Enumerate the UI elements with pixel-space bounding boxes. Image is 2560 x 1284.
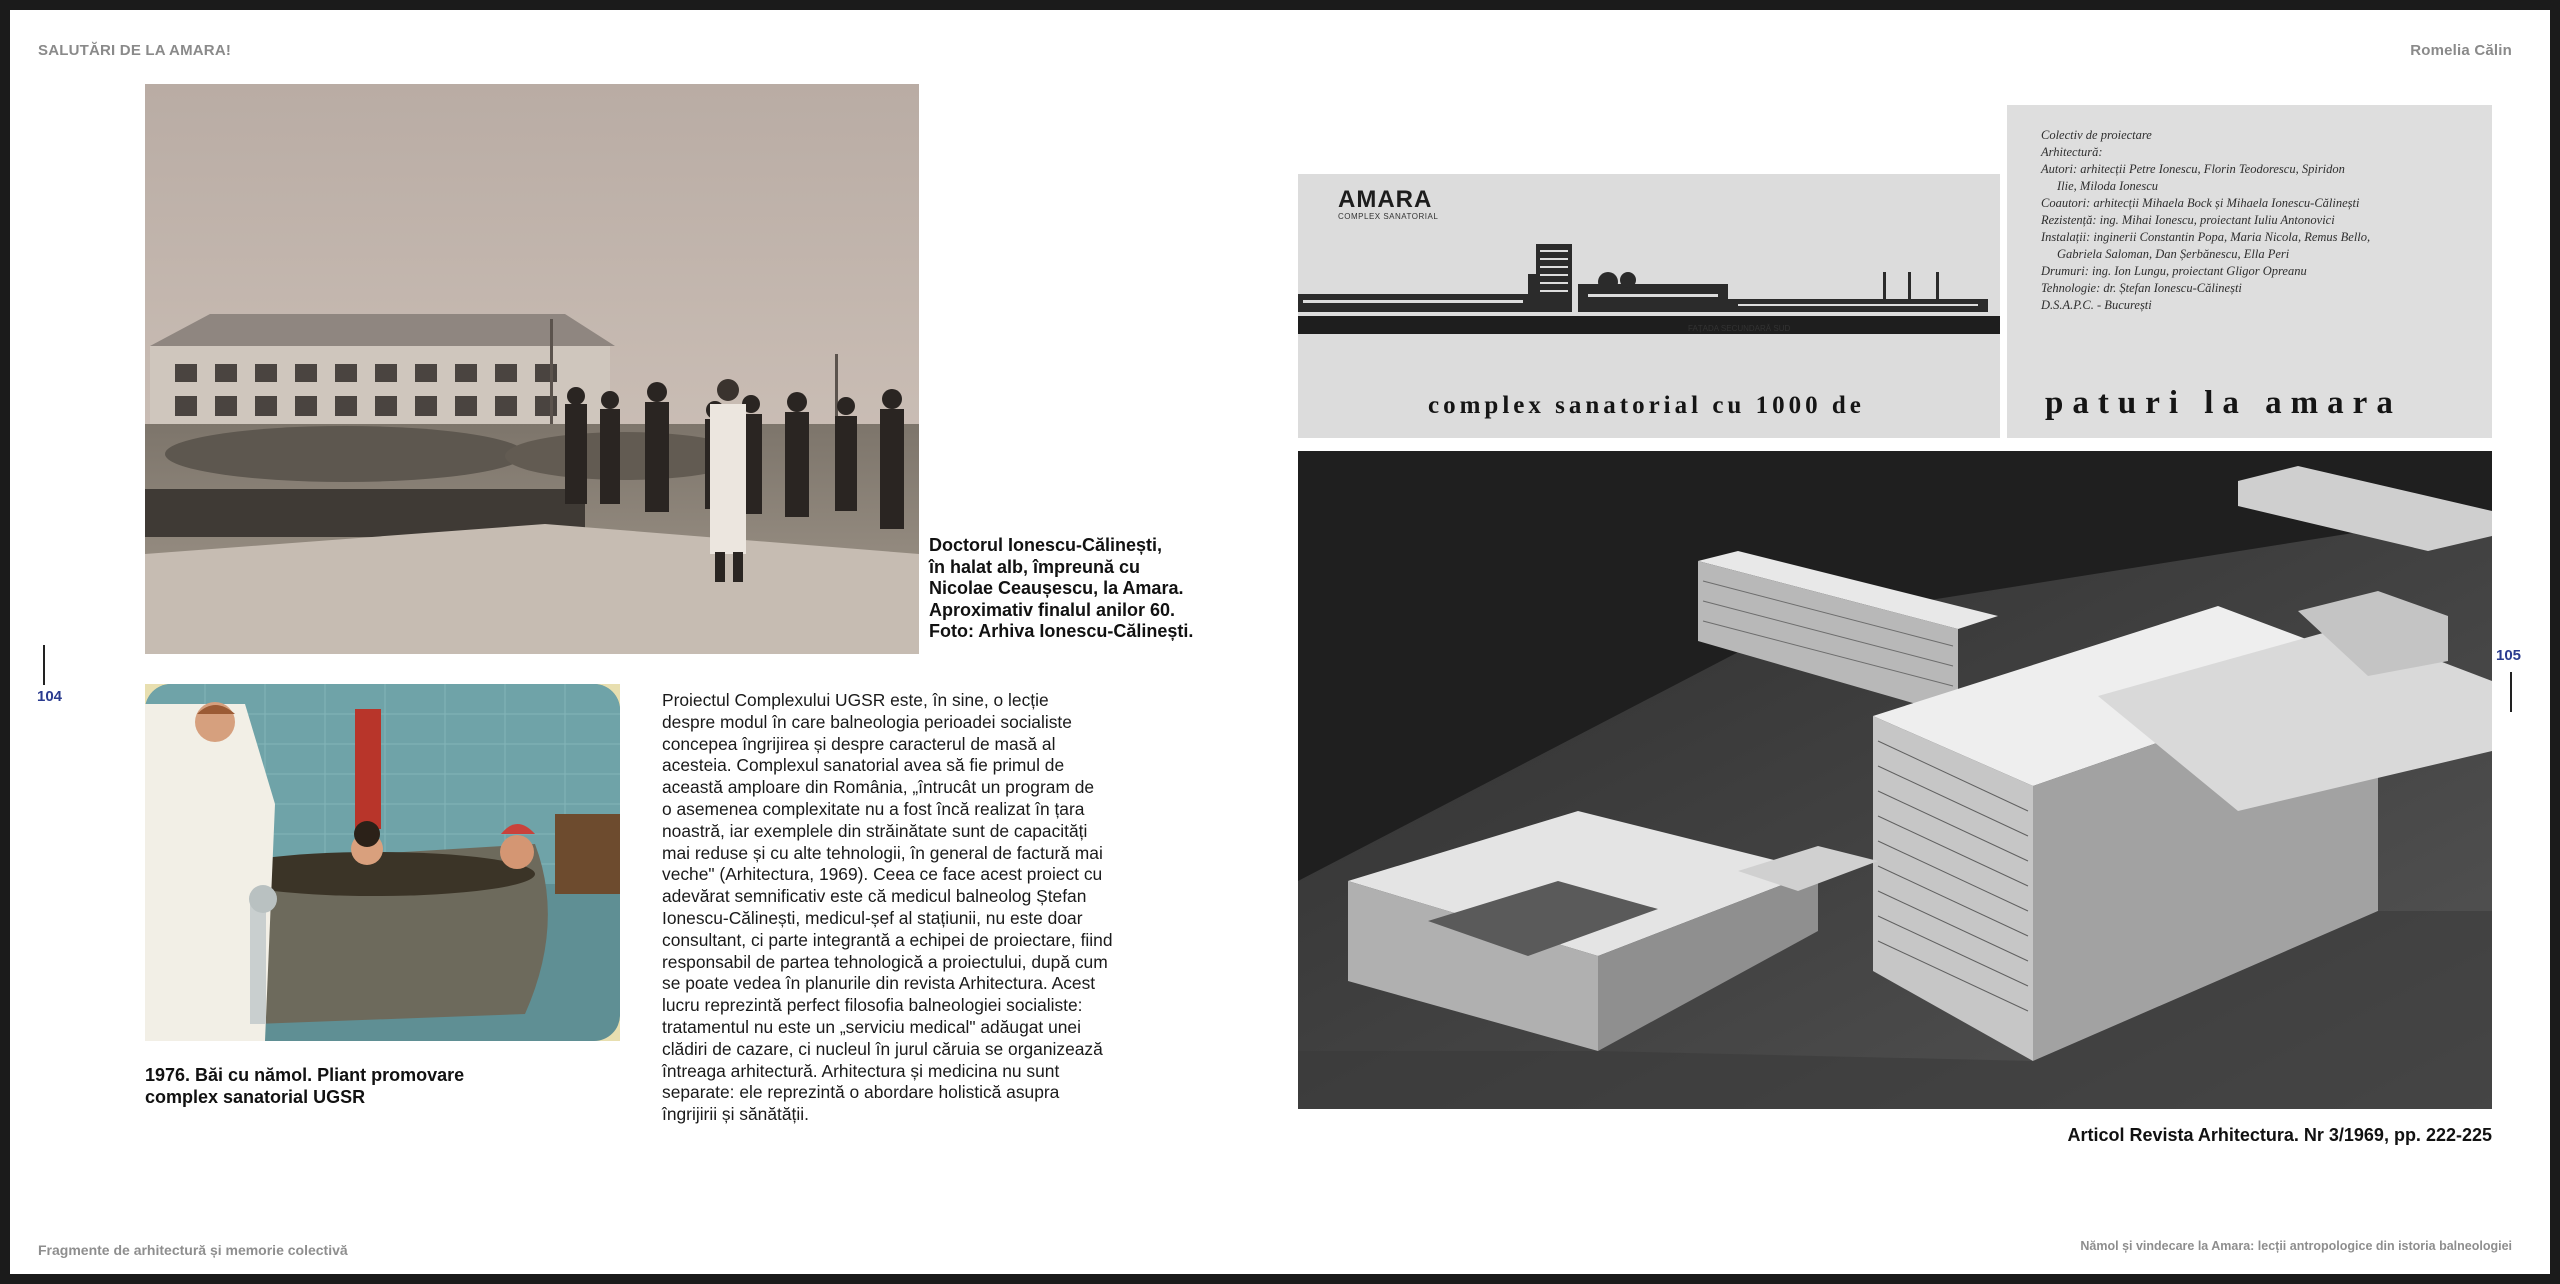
running-footer-left: Fragmente de arhitectură și memorie colectivă — [38, 1242, 348, 1258]
caption-photo-mud-bath — [145, 1065, 464, 1108]
body-text — [662, 690, 1113, 1126]
credit-line: Ilie, Miloda Ionescu — [2057, 179, 2159, 193]
body-line: lucru reprezintă perfect filosofia balneologiei socialiste: — [662, 995, 1083, 1016]
banner-logo-sub: COMPLEX SANATORIAL — [1338, 212, 1439, 221]
banner-title-left: complex sanatorial cu 1000 de — [1428, 392, 1865, 419]
page-marker-line-left — [43, 645, 45, 685]
body-line: această amploare din România, „întrucât un program de — [662, 777, 1095, 798]
credit-line: Rezistență: ing. Mihai Ionescu, proiectant Iuliu Antonovici — [2041, 213, 2335, 227]
body-line: adevărat semnificativ este că medicul balneolog Ștefan — [662, 886, 1087, 907]
body-line: acesteia. Complexul sanatorial avea să fie primul de — [662, 755, 1065, 776]
caption-line: 1976. Băi cu nămol. Pliant promovare — [145, 1065, 465, 1085]
caption-article: Articol Revista Arhitectura. Nr 3/1969, pp. 222-225 — [2067, 1125, 2492, 1145]
body-line: consultant, ci parte integrantă a echipei de proiectare, fiind — [662, 929, 1113, 950]
article-banner-left — [1298, 174, 2000, 438]
design-team-credits — [2041, 127, 2370, 314]
running-header-right: Romelia Călin — [2410, 42, 2512, 59]
facade-drawing — [1298, 234, 2000, 334]
body-line: despre modul în care balneologia perioadei socialiste — [662, 711, 1072, 732]
body-line: veche" (Arhitectura, 1969). Ceea ce face acest proiect cu — [662, 864, 1103, 885]
running-footer-right: Nămol și vindecare la Amara: lecții antropologice din istoria balneologiei — [2080, 1239, 2512, 1253]
caption-line: Foto: Arhiva Ionescu-Călinești. — [929, 621, 1194, 641]
caption-line: complex sanatorial UGSR — [145, 1086, 366, 1107]
credit-line: Tehnologie: dr. Ștefan Ionescu-Călinești — [2041, 281, 2242, 295]
caption-line: în halat alb, împreună cu — [929, 556, 1141, 577]
credit-line: Arhitectură: — [2041, 145, 2103, 159]
body-line: Proiectul Complexului UGSR este, în sine, o lecție — [662, 690, 1049, 710]
credit-line: Coautori: arhitecții Mihaela Bock și Mihaela Ionescu-Călinești — [2041, 196, 2360, 210]
page-number-right: 105 — [2496, 647, 2522, 664]
photo-architectural-model — [1298, 451, 2492, 1109]
body-line: separate: ele reprezintă o abordare holistică asupra — [662, 1082, 1060, 1103]
body-line: noastră, iar exemplele din străinătate sunt de capacități — [662, 820, 1088, 841]
page-marker-line-right — [2510, 672, 2512, 712]
caption-photo-ceausescu — [929, 535, 1193, 643]
body-line: tratamentul nu este un „serviciu medical" adăugat unei — [662, 1016, 1081, 1037]
facade-label: FAȚADA SECUNDARĂ SUD — [1688, 324, 1791, 333]
credit-line: Colectiv de proiectare — [2041, 128, 2152, 142]
banner-logo: AMARA — [1338, 186, 1433, 213]
body-line: Ionescu-Călinești, medicul-șef al stațiunii, nu este doar — [662, 907, 1083, 928]
body-line: mai reduse și cu alte tehnologii, în general de factură mai — [662, 842, 1103, 863]
photo-ceausescu-visit — [145, 84, 919, 654]
credit-line: Drumuri: ing. Ion Lungu, proiectant Gligor Opreanu — [2041, 264, 2307, 278]
body-line: o asemenea complexitate nu a fost încă realizat în țara — [662, 798, 1085, 819]
banner-title-right: paturi la amara — [2045, 385, 2402, 421]
page-number-left: 104 — [37, 688, 63, 705]
magazine-spread — [10, 10, 2550, 1274]
article-banner-right — [2007, 105, 2492, 438]
body-line: se poate vedea în planurile din revista Arhitectura. Acest — [662, 973, 1096, 994]
body-line: îngrijirii și sănătății. — [662, 1104, 809, 1125]
body-line: concepea îngrijirea și despre caracterul de masă al — [662, 733, 1056, 754]
credit-line: Autori: arhitecții Petre Ionescu, Florin Teodorescu, Spiridon — [2041, 162, 2345, 176]
body-line: responsabil de partea tehnologică a proiectului, după cum — [662, 951, 1108, 972]
photo-mud-bath — [145, 684, 620, 1041]
credit-line: D.S.A.P.C. - București — [2041, 298, 2152, 312]
body-line: clădiri de cazare, ci nucleul în jurul căruia se organizează — [662, 1038, 1103, 1059]
body-line: întreaga arhitectură. Arhitectura și medicina nu sunt — [662, 1060, 1060, 1081]
credit-line: Instalații: inginerii Constantin Popa, Maria Nicola, Remus Bello, — [2041, 230, 2371, 244]
caption-line: Aproximativ finalul anilor 60. — [929, 599, 1176, 620]
running-header-left: SALUTĂRI DE LA AMARA! — [38, 42, 232, 59]
caption-line: Nicolae Ceaușescu, la Amara. — [929, 578, 1184, 598]
credit-line: Gabriela Saloman, Dan Șerbănescu, Ella Peri — [2057, 247, 2290, 261]
caption-line: Doctorul Ionescu-Călinești, — [929, 535, 1163, 555]
